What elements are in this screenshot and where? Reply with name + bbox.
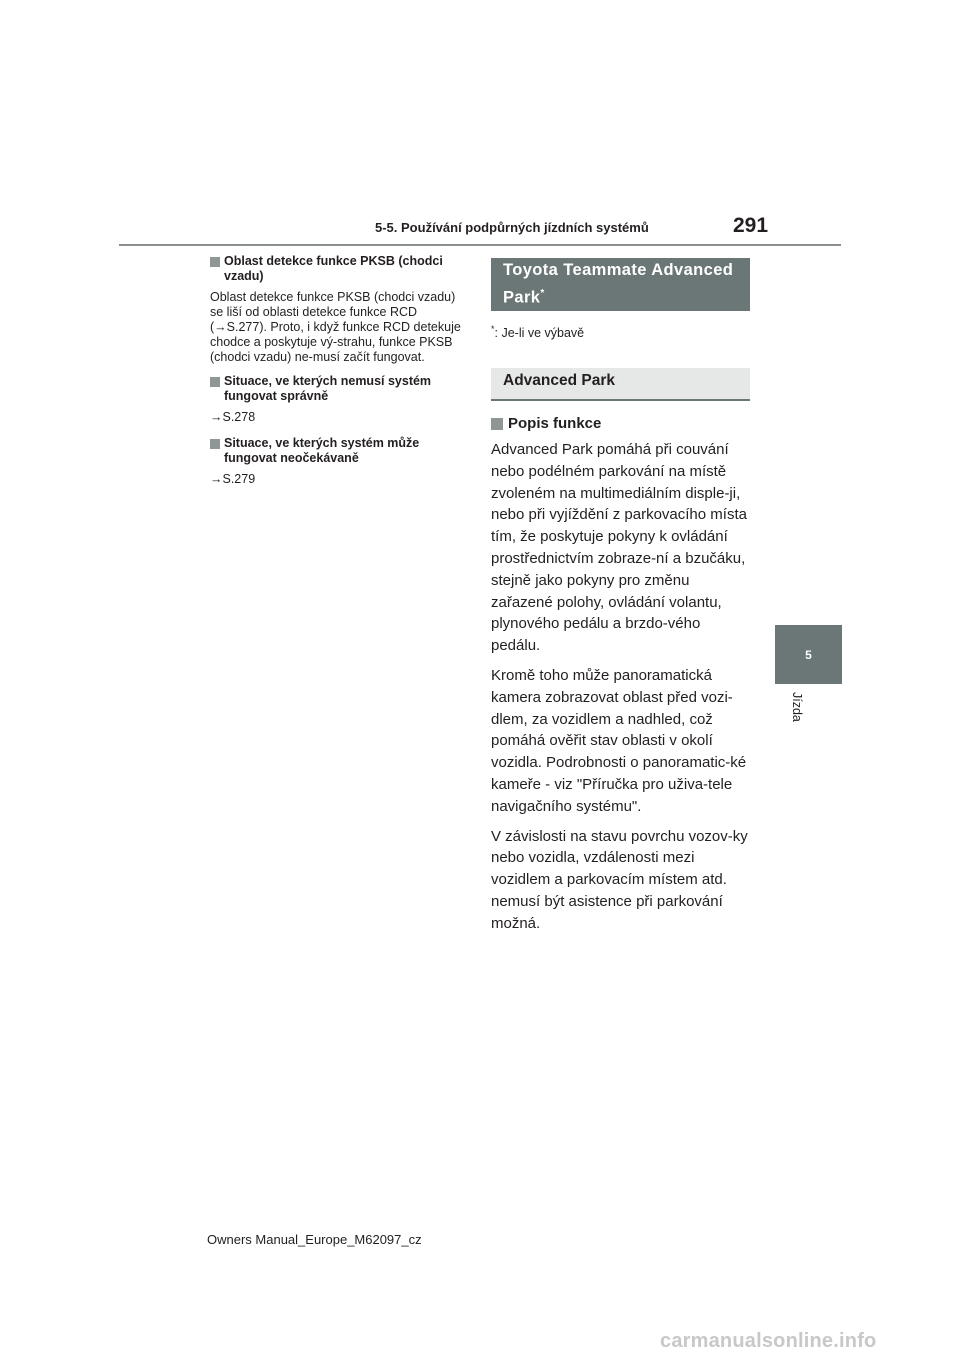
footnote-marker: * <box>540 288 545 299</box>
header-divider <box>119 244 841 246</box>
section-header: 5-5. Používání podpůrných jízdních systémů <box>375 220 649 235</box>
subheading-function-description <box>491 415 750 432</box>
subheading-text: Popis funkce <box>508 415 602 432</box>
footnote-marker: * <box>491 324 495 334</box>
paragraph-pksb-area: Oblast detekce funkce PKSB (chodci vzadu) se liší od oblasti detekce funkce RCD (→S.277). Proto, i když funkce RCD detekuje chodce a poskytuje vý-strahu, funkce PKSB (chodci vzadu) ne-musí začít fungovat. <box>210 290 461 364</box>
chapter-number: 5 <box>805 647 812 662</box>
subheading-text: Oblast detekce funkce PKSB (chodci vzadu) <box>224 254 443 283</box>
square-bullet-icon <box>491 418 503 430</box>
paragraph-3: V závislosti na stavu povrchu vozov-ky nebo vozidla, vzdálenosti mezi vozidlem a parkovacím místem atd. nemusí být asistence při parkování možná. <box>491 827 748 932</box>
subheading-unexpected <box>210 436 466 466</box>
availability-note-text: : Je-li ve výbavě <box>494 326 585 341</box>
square-bullet-icon <box>210 377 220 387</box>
subheading-text: Situace, ve kterých nemusí systém fungovat správně <box>224 374 432 403</box>
chapter-label: Jízda <box>790 692 804 722</box>
square-bullet-icon <box>210 439 220 449</box>
section-title-box: Advanced Park <box>491 368 750 401</box>
page-number: 291 <box>733 214 769 237</box>
chapter-tab[interactable] <box>775 625 842 684</box>
paragraph-1: Advanced Park pomáhá při couvání nebo podélném parkování na místě zvoleném na multimediálním disple-ji, nebo při vyjíždění z parkovacího místa tím, že poskytuje pokyny k ovládání prostřednictvím zobraze-ní a bzučáku, stejně jako pokyny pro změnu zařazené polohy, ovládání volantu, plynového pedálu a brzdo-vého pedálu. <box>491 441 747 655</box>
paragraph-2: Kromě toho může panoramatická kamera zobrazovat oblast před vozi-dlem, za vozidlem a nadhled, což pomáhá ověřit stav oblasti v okolí vozidla. Podrobnosti o panoramatic-ké kameře - viz "Příručka pro uživa-tele navigačního systému". <box>491 666 747 815</box>
subheading-pksb-area <box>210 254 466 284</box>
subheading-not-working <box>210 374 466 404</box>
right-column <box>491 258 750 943</box>
page-reference-279[interactable]: →S.279 <box>210 472 256 486</box>
left-column <box>210 254 466 498</box>
page-reference-278[interactable]: →S.278 <box>210 410 256 424</box>
availability-note <box>491 324 750 368</box>
chapter-title-box <box>491 258 750 311</box>
square-bullet-icon <box>210 257 220 267</box>
chapter-title-text: Toyota Teammate Advanced Park <box>503 261 734 307</box>
watermark: carmanualsonline.info <box>660 1330 877 1352</box>
subheading-text: Situace, ve kterých systém může fungovat neočekávaně <box>224 436 420 465</box>
footer-text: Owners Manual_Europe_M62097_cz <box>207 1232 422 1247</box>
